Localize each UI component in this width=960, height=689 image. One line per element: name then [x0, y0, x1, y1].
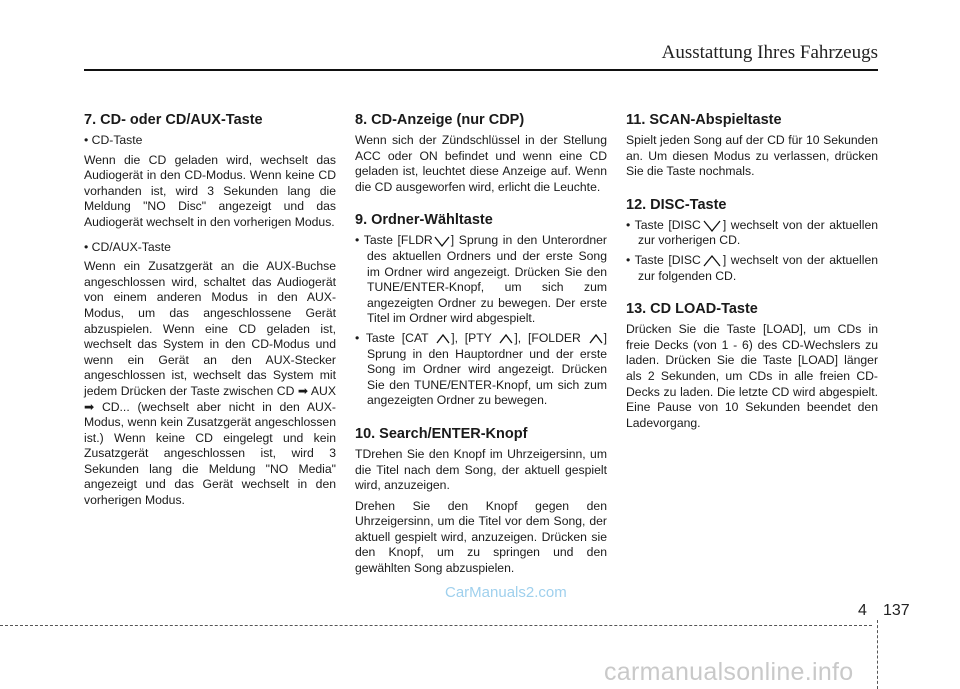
section-7-heading: 7. CD- oder CD/AUX-Taste — [84, 112, 263, 128]
bullet-cat-pre: • Taste [CAT — [355, 330, 429, 345]
bullet-disc-up-post: ] wechselt von der aktuellen zur folgenden CD. — [638, 252, 879, 283]
watermark-text: CarManuals2.com — [445, 584, 567, 601]
column-3 — [626, 111, 878, 436]
paragraph-cd-load: Drücken Sie die Taste [LOAD], um CDs in freie Decks (von 1 - 6) des CD-Wechslers zu laden. Drücken Sie die Taste [LOAD] länger als 2 Sekunden, um CDs in alle freien CD-Decks zu laden. Die letzte CD wird abgespielt. Eine Pause von 10 Sekunden beendet den Ladevorgang. — [626, 322, 878, 430]
section-13-heading: 13. CD LOAD-Taste — [626, 301, 758, 318]
footer-vertical-rule — [877, 620, 878, 689]
column-2 — [355, 111, 607, 582]
section-10-heading: 10. Search/ENTER-Knopf — [355, 425, 528, 442]
footer-dashed-rule — [0, 625, 872, 626]
bullet-fldr — [355, 233, 607, 327]
page-number: 137 — [883, 602, 910, 619]
bullet-pty-text: ], [PTY — [451, 330, 492, 345]
chevron-down-icon — [433, 235, 451, 248]
bullet-disc-down-pre: • Taste [DISC — [626, 217, 701, 232]
section-12-heading: 12. DISC-Taste — [626, 196, 727, 213]
chevron-up-icon — [435, 333, 451, 345]
paragraph-search-ccw: Drehen Sie den Knopf gegen den Uhrzeigersinn, um die Titel vor dem Song, der aktuell gespielt wird, anzuzeigen. Drücken sie den Knopf, um zu springen und den gewählten Song abzuspielen. — [355, 498, 607, 576]
bullet-fldr-pre: • Taste [FLDR — [355, 233, 433, 248]
section-9-heading: 9. Ordner-Wähltaste — [355, 212, 493, 229]
chevron-up-icon — [498, 333, 514, 345]
bullet-disc-down — [626, 218, 878, 249]
bullet-disc-down-post: ] wechselt von der aktuellen zur vorherigen CD. — [638, 217, 879, 248]
bullet-fldr-post: ] Sprung in den Unterordner des aktuellen Ordners und der erste Song im Ordner wird angezeigt. Drücken Sie den TUNE/ENTER-Knopf, um sich zum angezeigten Ordner zu bewegen. Der erste Titel im Ordner wird abgespielt. — [367, 233, 607, 326]
chevron-down-icon — [701, 219, 723, 233]
section-8-heading: 8. CD-Anzeige (nur CDP) — [355, 112, 525, 128]
column-1 — [84, 111, 336, 514]
bullet-cd-taste: • CD-Taste — [84, 133, 143, 147]
chapter-number: 4 — [858, 602, 867, 619]
section-11-heading: 11. SCAN-Abspieltaste — [626, 112, 782, 128]
chevron-up-icon — [588, 333, 604, 345]
bullet-folder-text: ], [FOLDER — [514, 330, 581, 345]
paragraph-cd-taste: Wenn die CD geladen wird, wechselt das Audiogerät in den CD-Modus. Wenn keine CD vorhanden ist, wird 3 Sekunden lang die Meldung "NO Disc" angezeigt und das Audiogerät wechselt in den vorherigen Modus. — [84, 152, 336, 229]
bullet-disc-up-pre: • Taste [DISC — [626, 252, 701, 267]
paragraph-search-cw: TDrehen Sie den Knopf im Uhrzeigersinn, um die Titel nach dem Song, der aktuell gespielt wird, anzuzeigen. — [355, 446, 607, 493]
paragraph-scan: Spielt jeden Song auf der CD für 10 Sekunden an. Um diesen Modus zu verlassen, drücken Sie die Taste nochmals. — [626, 133, 878, 179]
chevron-up-icon — [701, 254, 723, 268]
header-rule — [84, 69, 878, 71]
bullet-disc-up — [626, 253, 878, 284]
site-watermark: carmanualsonline.info — [604, 658, 854, 686]
running-header: Ausstattung Ihres Fahrzeugs — [661, 42, 878, 63]
bullet-cat-pty-folder — [355, 331, 607, 409]
paragraph-cd-anzeige: Wenn sich der Zündschlüssel in der Stellung ACC oder ON befindet und wenn eine CD geladen ist, leuchtet diese Anzeige auf. Wenn die CD ausgeworfen wird, erlicht die Leuchte. — [355, 133, 607, 194]
bullet-cd-aux-taste: • CD/AUX-Taste — [84, 239, 171, 254]
paragraph-cd-aux-taste: Wenn ein Zusatzgerät an die AUX-Buchse angeschlossen wird, schaltet das Audiogerät von einem anderen Modus in den AUX-Modus, um das angeschlossene Gerät abzuspielen. Wenn eine CD geladen ist, wechselt das System in den CD-Modus und wenn ein Gerät an den AUX-Stecker angeschlossen ist, wechselt das System mit jedem Drücken der Taste zwischen CD ➡ AUX ➡ CD... (wechselt aber nicht in den AUX-Modus, wenn kein Zusatzgerät angeschlossen ist.) Wenn keine CD eingelegt und kein Zusatzgerät angeschlossen ist, wird 3 Sekunden lang die Meldung "NO Media" angezeigt und das Gerät wechselt in den vorherigen Modus. — [84, 259, 336, 508]
bullet-folder-post: ] Sprung in den Hauptordner und der erste Song im Ordner wird angezeigt. Drücken Sie den TUNE/ENTER-Knopf, um sich zum angezeigten Ordner zu bewegen. — [367, 330, 607, 408]
